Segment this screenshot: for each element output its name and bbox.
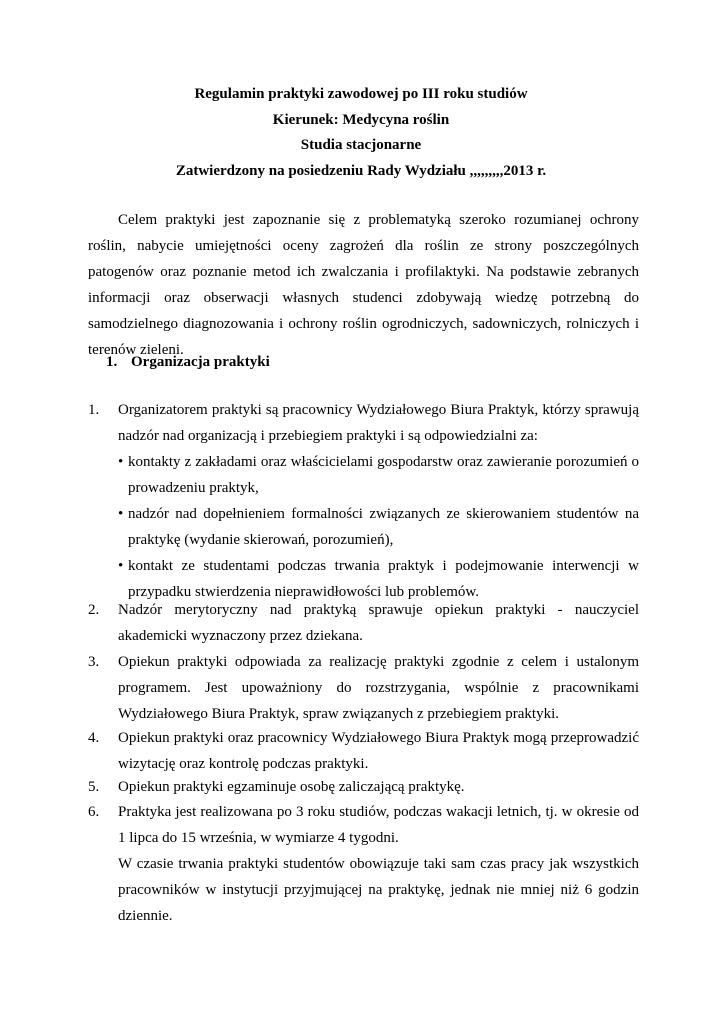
intro-paragraph: Celem praktyki jest zapoznanie się z problematyką szeroko rozumianej ochrony roślin, nabycie umiejętności oceny zagrożeń dla roślin ze strony poszczególnych patogenów oraz poznanie metod ich zwalczania i profilaktyki. Na podstawie zebranych informacji oraz obserwacji własnych studenci zdobywają wiedzę potrzebną do samodzielnego diagnozowania i ochrony roślin ogrodniczych, sadowniczych, rolniczych i terenów zieleni. [88, 212, 639, 358]
rule-text: Nadzór merytoryczny nad praktyką sprawuje opiekun praktyki - nauczyciel akademicki wyznaczony przez dziekana. [118, 602, 639, 644]
rule-item [88, 397, 639, 605]
rule-text: Opiekun praktyki oraz pracownicy Wydziałowego Biura Praktyk mogą przeprowadzić wizytację oraz kontrolę podczas praktyki. [118, 730, 639, 772]
section-number: 1. [106, 354, 118, 370]
bullet-mark: • [118, 506, 124, 522]
rule-text: Opiekun praktyki odpowiada za realizację praktyki zgodnie z celem i ustalonym programem. Jest upoważniony do rozstrzygania, wspólnie z pracownikami Wydziałowego Biura Praktyk, spraw związanych z przebiegiem praktyki. [118, 654, 639, 722]
rule-item [88, 649, 639, 727]
bullet-text: nadzór nad dopełnieniem formalności związanych ze skierowaniem studentów na praktykę (wydanie skierowań, porozumień), [128, 506, 639, 548]
rule-item [88, 799, 639, 929]
rule-number: 3. [88, 654, 100, 670]
rule-text: Praktyka jest realizowana po 3 roku studiów, podczas wakacji letnich, tj. w okresie od 1 lipca do 15 września, w wymiarze 4 tygodni. [118, 804, 639, 846]
field-of-study: Kierunek: Medycyna roślin [272, 111, 450, 128]
approval-line: Zatwierdzony na posiedzeniu Rady Wydziału ,,,,,,,,,2013 r. [175, 162, 547, 179]
rule-number: 1. [88, 402, 100, 418]
rule-text: Organizatorem praktyki są pracownicy Wydziałowego Biura Praktyk, którzy sprawują nadzór nad organizacją i przebiegiem praktyki i są odpowiedzialni za: [118, 402, 639, 444]
bullet-item [118, 501, 639, 553]
rule-text: Opiekun praktyki egzaminuje osobę zaliczającą praktykę. [118, 779, 465, 795]
rule-number: 4. [88, 730, 100, 746]
rule-item [88, 725, 639, 777]
rule-extra-paragraph: W czasie trwania praktyki studentów obowiązuje taki sam czas pracy jak wszystkich pracowników w instytucji przyjmującej na praktykę, jednak nie mniej niż 6 godzin dziennie. [118, 856, 639, 924]
bullet-text: kontakt ze studentami podczas trwania praktyk i podejmowanie interwencji w przypadku stwierdzenia nieprawidłowości lub problemów. [128, 558, 639, 600]
document-title: Regulamin praktyki zawodowej po III roku studiów [194, 86, 528, 102]
rule-item [88, 774, 639, 800]
rule-item [88, 597, 639, 649]
rule-number: 6. [88, 804, 100, 820]
bullet-mark: • [118, 558, 124, 574]
study-mode: Studia stacjonarne [300, 137, 422, 153]
section-title: Organizacja praktyki [131, 354, 270, 370]
bullet-text: kontakty z zakładami oraz właścicielami gospodarstw oraz zawieranie porozumień o prowadzeniu praktyk, [128, 454, 639, 496]
section-heading [106, 351, 270, 373]
bullet-mark: • [118, 454, 124, 470]
document-header [90, 82, 632, 184]
rule-number: 5. [88, 779, 100, 795]
bullet-item [118, 449, 639, 501]
rule-number: 2. [88, 602, 100, 618]
